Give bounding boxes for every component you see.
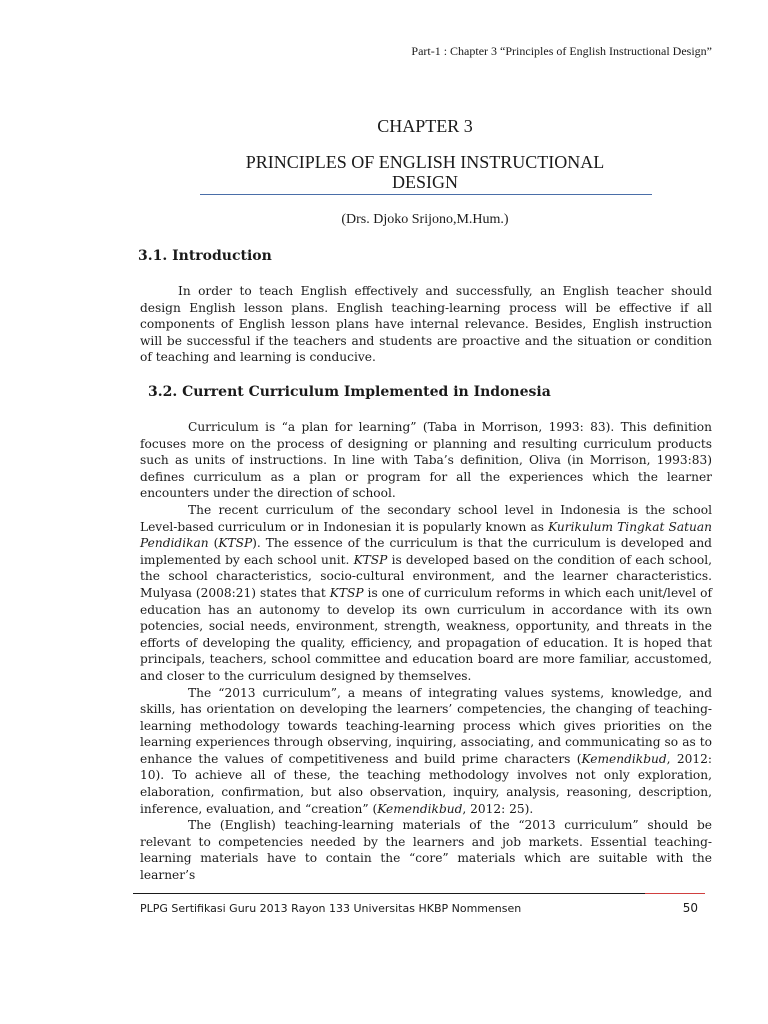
p2-italic-ktsp-2: KTSP xyxy=(353,552,388,567)
p2-italic-ktsp-1: KTSP xyxy=(218,536,253,551)
page-number: 50 xyxy=(682,901,698,915)
p2-italic-ktsp-full: Kurikulum Tingkat Satuan Pendidikan xyxy=(140,519,712,551)
curriculum-paragraph-3 xyxy=(140,685,712,818)
p2-text-a: The recent curriculum of the secondary school level in Indonesia is the school Level-based curriculum or in Indonesian it is popularly known as xyxy=(140,502,712,534)
title-underline-rule xyxy=(200,194,652,195)
curriculum-paragraph-4: The (English) teaching-learning materials of the “2013 curriculum” should be relevant to competencies needed by the learners and job markets. Essential teaching-learning materials have to contain the “core” materials which are suitable with the learner’s xyxy=(140,818,712,883)
footer-text: PLPG Sertifikasi Guru 2013 Rayon 133 Universitas HKBP Nommensen xyxy=(140,902,522,915)
author-line: (Drs. Djoko Srijono,M.Hum.) xyxy=(341,212,509,227)
footer-rule xyxy=(133,893,705,894)
p3-italic-kemendikbud-2: Kemendikbud xyxy=(377,801,463,816)
chapter-title-line1: PRINCIPLES OF ENGLISH INSTRUCTIONAL xyxy=(245,152,605,172)
chapter-title-line2: DESIGN xyxy=(392,172,458,192)
p3-text-c: , 2012: 10). To achieve all of these, the teaching methodology involves not only exploration, elaboration, confirmation, but also observation, inquiry, analysis, reasoning, description, inference, evaluation, and “creation” ( xyxy=(140,751,712,816)
p2-text-c: ( xyxy=(208,536,219,551)
p2-text-i: is one of curriculum reforms in which each unit/level of education has an autonomy to develop its own curriculum in accordance with its own potencies, social needs, environment, strength, weakness, opportunity, and threats in the efforts of developing the quality, efficiency, and propagation of education. It is hoped that principals, teachers, school committee and education board are more familiar, accustomed, and closer to the curriculum designed by themselves. xyxy=(140,585,712,683)
p3-italic-kemendikbud-1: Kemendikbud xyxy=(581,751,667,766)
p3-text-e: , 2012: 25). xyxy=(462,801,534,816)
intro-paragraph: In order to teach English effectively and successfully, an English teacher should design English lesson plans. English teaching-learning process will be effective if all components of English lesson plans have internal relevance. Besides, English instruction will be successful if the teachers and students are proactive and the situation or condition of teaching and learning is conducive. xyxy=(140,284,712,365)
chapter-title xyxy=(0,152,768,192)
curriculum-section-body xyxy=(140,419,712,884)
section-heading-introduction: 3.1. Introduction xyxy=(138,248,272,264)
curriculum-paragraph-2 xyxy=(140,502,712,685)
p2-text-g: is developed based on the condition of each school, the school characteristics, socio-cultural environment, and the learner characteristics. Mulyasa (2008:21) states that xyxy=(140,552,712,600)
section-heading-curriculum: 3.2. Current Curriculum Implemented in Indonesia xyxy=(148,384,551,400)
p2-italic-ktsp-3: KTSP xyxy=(329,585,364,600)
footer-rule-accent xyxy=(645,893,705,894)
curriculum-paragraph-1: Curriculum is “a plan for learning” (Taba in Morrison, 1993: 83). This definition focuses more on the process of designing or planning and resulting curriculum products such as units of instructions. In line with Taba’s definition, Oliva (in Morrison, 1993:83) defines curriculum as a plan or program for all the experiences which the learner encounters under the direction of school. xyxy=(140,420,712,501)
p3-text-a: The “2013 curriculum”, a means of integrating values systems, knowledge, and skills, has orientation on developing the learners’ competencies, the changing of teaching-learning methodology towards teaching-learning process which gives priorities on the learning experiences through observing, inquiring, associating, and communicating so as to enhance the values of competitiveness and build prime characters ( xyxy=(140,685,712,766)
chapter-number: CHAPTER 3 xyxy=(377,116,473,136)
running-head: Part-1 : Chapter 3 “Principles of English Instructional Design” xyxy=(411,44,712,58)
p2-text-e: ). The essence of the curriculum is that the curriculum is developed and implemented by each school unit. xyxy=(140,536,712,567)
